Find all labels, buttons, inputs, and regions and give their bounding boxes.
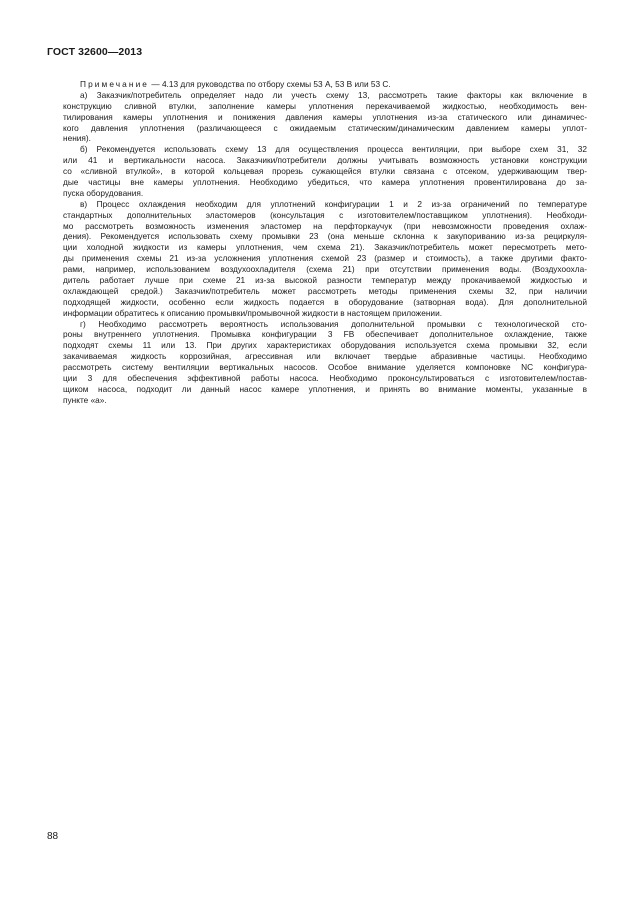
paragraph-line: тилирования камеры уплотнения и понижения давления камеры уплотнения из-за статического или динамичес-: [63, 111, 587, 122]
paragraph-line: пункте «а».: [63, 394, 107, 405]
document-body: [63, 79, 587, 406]
standard-header: ГОСТ 32600—2013: [47, 46, 143, 58]
paragraph-line: рами, например, использованием воздухоохладителя (схема 21) при отсутствии применения воды. (Воздухоохла-: [63, 264, 587, 275]
note-line: [63, 79, 587, 90]
paragraph-line: щиком насоса, подходит ли данный насос камере уплотнения, и принять во внимание моменты, указанные в: [63, 383, 587, 394]
paragraph-line: ды применения схемы 21 из-за усложнения уплотнения схемой 23 (размер и стоимость), а также другими факто-: [63, 253, 587, 264]
paragraph-line: информации обратитесь к описанию промывки/промывочной жидкости в настоящем приложении.: [63, 307, 443, 318]
paragraph-line: со «сливной втулкой», в которой кольцевая прорезь сужающейся втулки связана с отсеком, удерживающим твер-: [63, 166, 587, 177]
note-label: Примечание: [80, 79, 150, 89]
paragraph-line: закачиваемая жидкость коррозийная, агрессивная или включает твердые абразивные частицы. Необходимо: [63, 351, 587, 362]
paragraph-line: рассмотреть систему вентиляции вертикальных насосов. Особое внимание уделяется компоновке NC конфигура-: [63, 362, 587, 373]
paragraph-line: ции холодной жидкости из камеры уплотнения, чем схема 21). Заказчик/потребитель может пересмотреть мето-: [63, 242, 587, 253]
paragraph-line: пуска оборудования.: [63, 187, 144, 198]
paragraph-line: ции 3 для обеспечения эффективной работы насоса. Необходимо проконсультироваться с изготовителем/постав-: [63, 373, 587, 384]
paragraph-line: б) Рекомендуется использовать схему 13 для осуществления процесса вентиляции, при выборе схем 31, 32: [80, 144, 587, 155]
paragraphs: [63, 90, 587, 406]
paragraph-c: [63, 199, 587, 319]
paragraph-line: а) Заказчик/потребитель определяет надо ли учесть схему 13, рассмотреть такие факторы как включение в: [80, 89, 587, 100]
paragraph-line: подходящей жидкости, особенно если жидкость подается в оборудование (затворная вода). Для дополнительной: [63, 296, 587, 307]
paragraph-line: охлаждающей средой.) Заказчик/потребитель может рассмотреть методы применения схемы 32, при наличии: [63, 285, 587, 296]
paragraph-line: конструкцию сливной втулки, заполнение камеры уплотнения перекачиваемой жидкостью, необходимость вен-: [63, 100, 587, 111]
paragraph-line: роны внутреннего уплотнения. Промывка конфигурации 3 FB обеспечивает дополнительное охлаждение, также: [63, 329, 587, 340]
paragraph-line: в) Процесс охлаждения необходим для уплотнений конфигурации 1 и 2 из-за ограничений по температуре: [80, 198, 587, 209]
note-text: — 4.13 для руководства по отбору схемы 53 А, 53 В или 53 С.: [149, 79, 391, 89]
paragraph-d: [63, 319, 587, 406]
paragraph-line: кого давления уплотнения (различающееся с ожидаемым статическим/динамическим давлением камеры уплот-: [63, 122, 587, 133]
paragraph-line: мо рассмотреть возможность изменения эластомер на перфторкаучук (при невозможности проведения охлаж-: [63, 220, 587, 231]
page-number: 88: [47, 831, 59, 842]
paragraph-a: [63, 90, 587, 144]
paragraph-line: дения). Рекомендуется использовать схему промывки 23 (она меньше склонна к закупориванию из-за рециркуля-: [63, 231, 587, 242]
paragraph-line: подходят схемы 11 или 13. При других характеристиках оборудования используется схема промывки 32, если: [63, 340, 587, 351]
paragraph-line: дые частицы вне камеры уплотнения. Необходимо убедиться, что камера уплотнения провентилирована до за-: [63, 177, 587, 188]
paragraph-line: г) Необходимо рассмотреть вероятность использования дополнительной промывки с технологической сто-: [80, 318, 587, 329]
paragraph-line: нения).: [63, 133, 91, 144]
paragraph-line: дитель работает лучше при схеме 21 из-за высокой разности температур между прокачиваемой жидкостью и: [63, 275, 587, 286]
paragraph-b: [63, 144, 587, 198]
paragraph-line: стандартных дополнительных эластомеров (консультация с изготовителем/поставщиком уплотнения). Необходи-: [63, 209, 587, 220]
paragraph-line: или 41 и вертикальности насоса. Заказчики/потребители должны учитывать возможность установки конструкции: [63, 155, 587, 166]
